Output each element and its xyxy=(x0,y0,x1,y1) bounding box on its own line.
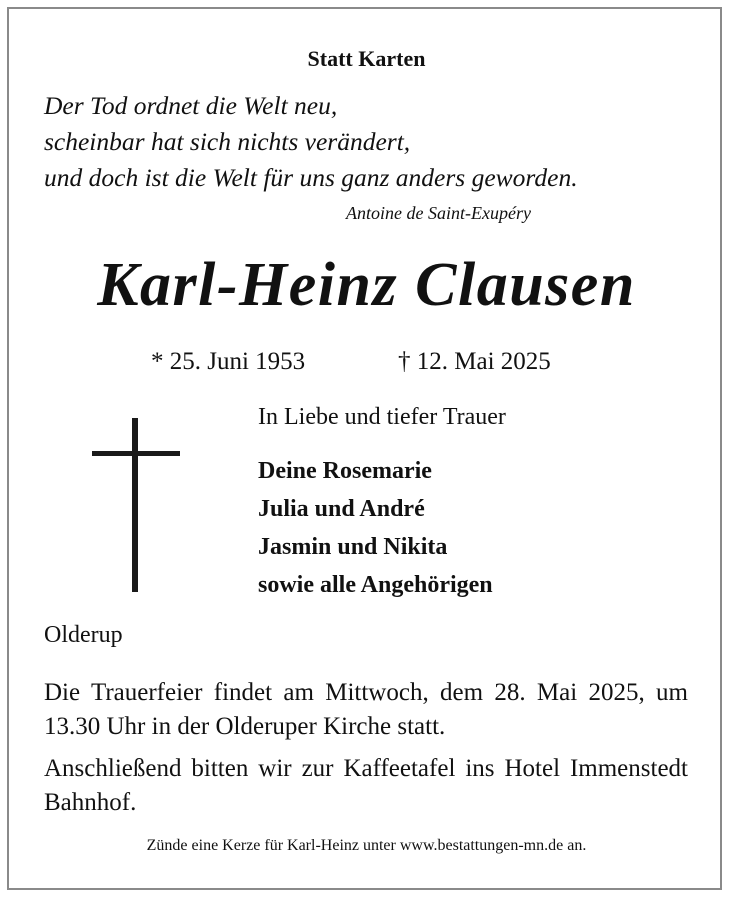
death-date: † 12. Mai 2025 xyxy=(398,348,551,375)
mourner-item: Julia und André xyxy=(258,496,425,522)
mourning-line: In Liebe und tiefer Trauer xyxy=(258,404,506,430)
poem xyxy=(44,88,578,196)
mourner-item: Deine Rosemarie xyxy=(258,458,432,484)
poem-line: scheinbar hat sich nichts verändert, xyxy=(44,127,411,156)
funeral-info: Die Trauerfeier findet am Mittwoch, dem 28. Mai 2025, um 13.30 Uhr in der Olderuper Kirche statt. xyxy=(44,679,688,740)
poem-line: Der Tod ordnet die Welt neu, xyxy=(44,91,338,120)
deceased-name: Karl-Heinz Clausen xyxy=(97,251,636,319)
cross-icon xyxy=(92,418,180,592)
cross-vertical-bar xyxy=(132,418,138,592)
poem-author: Antoine de Saint-Exupéry xyxy=(346,203,531,223)
mourner-item: Jasmin und Nikita xyxy=(258,534,448,560)
reception-info: Anschließend bitten wir zur Kaffeetafel ins Hotel Immenstedt Bahnhof. xyxy=(44,755,688,816)
poem-line: und doch ist die Welt für uns ganz anders geworden. xyxy=(44,163,578,192)
place: Olderup xyxy=(44,622,123,648)
candle-footer: Zünde eine Kerze für Karl-Heinz unter www.bestattungen-mn.de an. xyxy=(146,837,587,854)
mourners-list xyxy=(258,452,493,604)
notice-heading: Statt Karten xyxy=(307,46,426,71)
cross-horizontal-bar xyxy=(92,451,180,456)
mourner-item: sowie alle Angehörigen xyxy=(258,572,493,598)
birth-date: * 25. Juni 1953 xyxy=(151,348,306,375)
